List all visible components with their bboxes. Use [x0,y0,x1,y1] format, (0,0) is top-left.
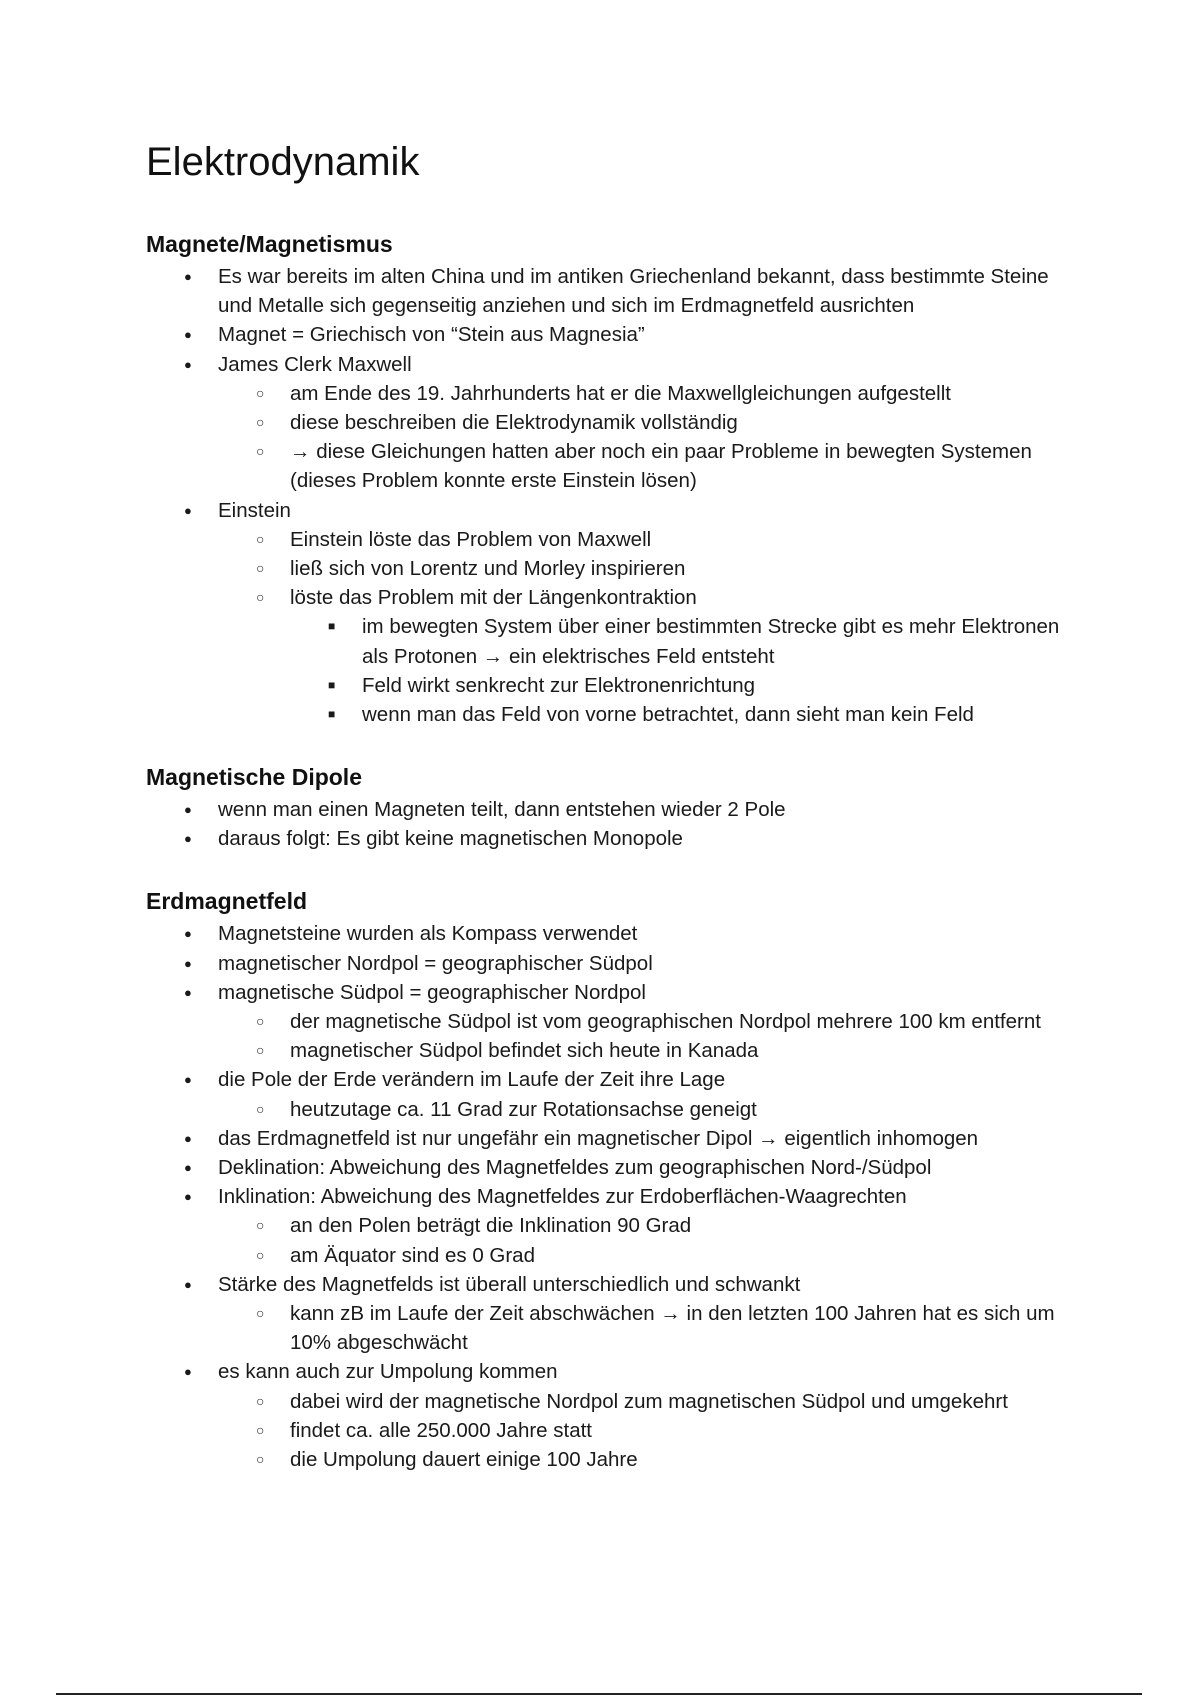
list-item [218,1036,1066,1065]
list-item-text: die Pole der Erde verändern im Laufe der Zeit ihre Lage [218,1068,726,1092]
list-item [146,1124,1066,1153]
list-item [218,1095,1066,1124]
list-item-text: Einstein löste das Problem von Maxwell [290,527,652,551]
list-item-text: Inklination: Abweichung des Magnetfeldes zur Erdoberflächen-Waagrechten [218,1185,907,1209]
list-item [218,525,1066,554]
list-item-text: an den Polen beträgt die Inklination 90 Grad [290,1214,692,1238]
list-item-text: kann zB im Laufe der Zeit abschwächen → in den letzten 100 Jahren hat es sich um 10% abgeschwächt [290,1301,1055,1355]
list-item [146,1182,1066,1270]
list-item-text: Magnet = Griechisch von “Stein aus Magnesia” [218,323,645,347]
list-item [218,1007,1066,1036]
bullet-list-level-3 [290,612,1066,729]
list-item-text: es kann auch zur Umpolung kommen [218,1360,558,1384]
list-item [146,1065,1066,1123]
list-item-text: diese beschreiben die Elektrodynamik vollständig [290,410,738,434]
list-item [146,350,1066,496]
list-item-text: am Äquator sind es 0 Grad [290,1243,535,1267]
section-heading: Magnete/Magnetismus [146,231,393,257]
list-item [218,437,1066,495]
bullet-list-level-2 [218,1211,1066,1269]
section [146,230,1066,729]
bullet-list-level-1 [146,262,1066,729]
list-item [146,496,1066,730]
list-item-text: magnetische Südpol = geographischer Nordpol [218,980,646,1004]
list-item-text: im bewegten System über einer bestimmten Strecke gibt es mehr Elektronen als Protonen → ein elektrisches Feld entsteht [362,615,1060,668]
section-heading: Erdmagnetfeld [146,888,308,915]
list-item-text: heutzutage ca. 11 Grad zur Rotationsachse geneigt [290,1097,757,1121]
list-item-text: ließ sich von Lorentz und Morley inspirieren [290,556,686,580]
list-item [218,379,1066,408]
bottom-divider [56,1693,1142,1695]
list-item-text: das Erdmagnetfeld ist nur ungefähr ein magnetischer Dipol → eigentlich inhomogen [218,1126,979,1150]
list-item [146,978,1066,1066]
list-item [146,262,1066,320]
list-item [146,1153,1066,1182]
list-item [146,824,1066,853]
bullet-list-level-2 [218,379,1066,496]
bullet-list-level-2 [218,1007,1066,1065]
list-item-text: daraus folgt: Es gibt keine magnetischen Monopole [218,827,683,851]
list-item [218,583,1066,729]
list-item [218,1299,1066,1357]
list-item-text: der magnetische Südpol ist vom geographischen Nordpol mehrere 100 km entfernt [290,1009,1041,1033]
list-item [146,795,1066,824]
list-item-text: dabei wird der magnetische Nordpol zum magnetischen Südpol und umgekehrt [290,1389,1008,1413]
list-item [146,1270,1066,1358]
list-item-text: Deklination: Abweichung des Magnetfeldes zum geographischen Nord-/Südpol [218,1155,932,1179]
list-item-text: magnetischer Südpol befindet sich heute in Kanada [290,1039,759,1063]
list-item [218,1241,1066,1270]
list-item [218,1211,1066,1240]
section-heading: Magnetische Dipole [146,764,362,791]
list-item-text: Feld wirkt senkrecht zur Elektronenrichtung [362,673,756,697]
document-page [146,138,1066,1508]
list-item-text: Magnetsteine wurden als Kompass verwendet [218,922,638,946]
list-item-text: die Umpolung dauert einige 100 Jahre [290,1447,638,1471]
list-item-text: James Clerk Maxwell [218,352,412,376]
section [146,887,1066,1474]
bullet-list-level-2 [218,525,1066,729]
list-item-text: Einstein [218,498,291,522]
list-item-text: → diese Gleichungen hatten aber noch ein paar Probleme in bewegten Systemen (dieses Problem konnte erste Einstein lösen) [290,440,1032,493]
bullet-list-level-1 [146,795,1066,853]
list-item [146,320,1066,349]
list-item [218,408,1066,437]
list-item-text: Stärke des Magnetfelds ist überall unterschiedlich und schwankt [218,1272,801,1296]
document-title: Elektrodynamik [146,140,420,184]
bullet-list-level-1 [146,919,1066,1474]
list-item [146,1357,1066,1474]
list-item [290,612,1066,670]
list-item-text: Es war bereits im alten China und im antiken Griechenland bekannt, dass bestimmte Steine und Metalle sich gegenseitig anziehen und sich im Erdmagnetfeld ausrichten [218,264,1049,318]
list-item [146,949,1066,978]
section [146,763,1066,853]
list-item [290,700,1066,729]
list-item-text: magnetischer Nordpol = geographischer Südpol [218,951,653,975]
list-item-text: löste das Problem mit der Längenkontraktion [290,586,697,610]
list-item-text: findet ca. alle 250.000 Jahre statt [290,1418,593,1442]
list-item [218,1445,1066,1474]
list-item-text: wenn man das Feld von vorne betrachtet, dann sieht man kein Feld [362,702,974,726]
bullet-list-level-2 [218,1387,1066,1475]
list-item-text: am Ende des 19. Jahrhunderts hat er die Maxwellgleichungen aufgestellt [290,381,951,405]
list-item-text: wenn man einen Magneten teilt, dann entstehen wieder 2 Pole [218,798,786,822]
list-item [218,1416,1066,1445]
bullet-list-level-2 [218,1095,1066,1124]
document-body [146,230,1066,1474]
list-item [218,1387,1066,1416]
list-item [146,919,1066,948]
list-item [218,554,1066,583]
list-item [290,671,1066,700]
bullet-list-level-2 [218,1299,1066,1357]
